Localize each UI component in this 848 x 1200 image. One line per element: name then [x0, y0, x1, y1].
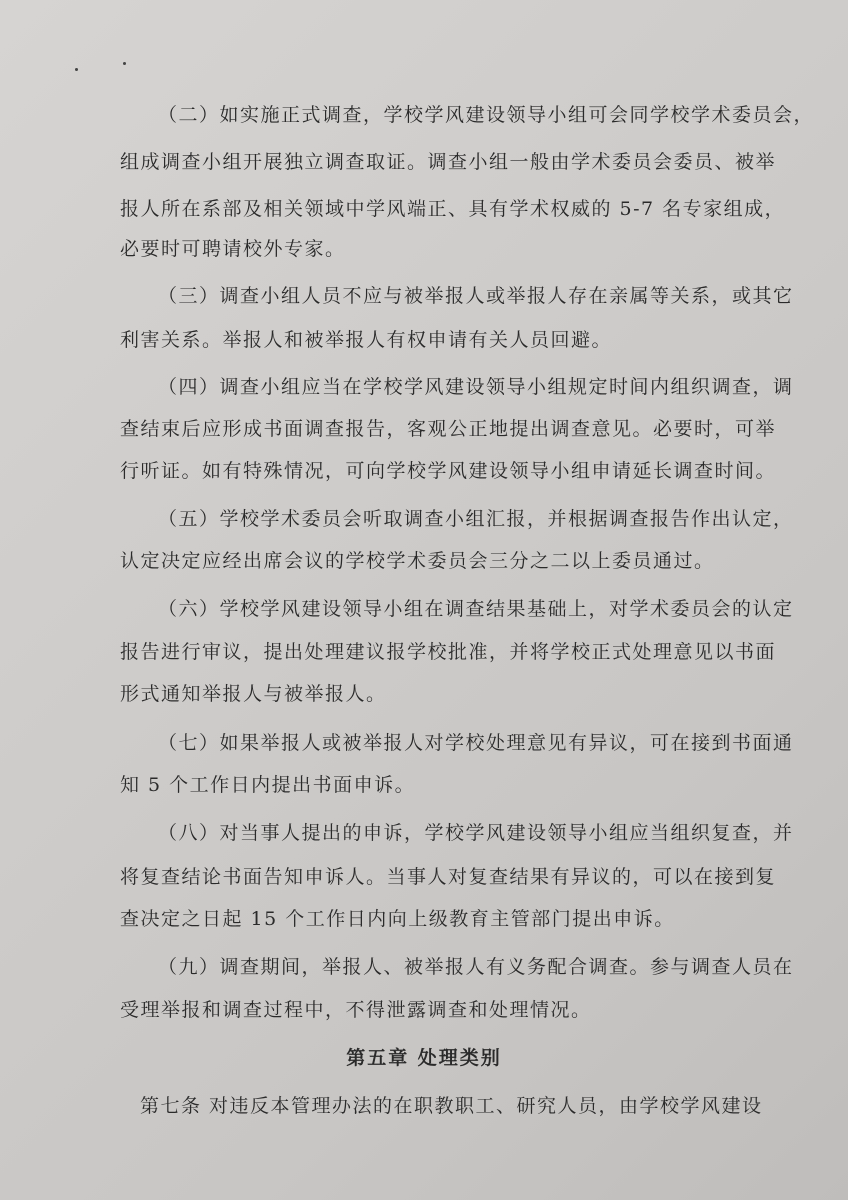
paragraph-9-line-2: 受理举报和调查过程中，不得泄露调查和处理情况。 — [120, 999, 592, 1021]
paragraph-2-line-2: 组成调查小组开展独立调查取证。调查小组一般由学术委员会委员、被举 — [120, 151, 777, 173]
paragraph-7-line-2: 知 5 个工作日内提出书面申诉。 — [120, 774, 416, 796]
paragraph-4-line-1: （四）调查小组应当在学校学风建设领导小组规定时间内组织调查，调 — [158, 376, 794, 398]
paragraph-2-line-4: 必要时可聘请校外专家。 — [120, 238, 346, 260]
paragraph-6-line-2: 报告进行审议，提出处理建议报学校批准，并将学校正式处理意见以书面 — [120, 641, 777, 663]
article-7-line-1: 第七条 对违反本管理办法的在职教职工、研究人员，由学校学风建设 — [140, 1095, 763, 1117]
paragraph-7-line-1: （七）如果举报人或被举报人对学校处理意见有异议，可在接到书面通 — [158, 732, 794, 754]
paragraph-4-line-2: 查结束后应形成书面调查报告，客观公正地提出调查意见。必要时，可举 — [120, 418, 777, 440]
paragraph-8-line-2: 将复查结论书面告知申诉人。当事人对复查结果有异议的，可以在接到复 — [120, 866, 777, 888]
paragraph-6-line-1: （六）学校学风建设领导小组在调查结果基础上，对学术委员会的认定 — [158, 598, 794, 620]
paragraph-2-line-3: 报人所在系部及相关领域中学风端正、具有学术权威的 5-7 名专家组成， — [120, 198, 786, 220]
paragraph-9-line-1: （九）调查期间，举报人、被举报人有义务配合调查。参与调查人员在 — [158, 956, 794, 978]
paragraph-3-line-1: （三）调查小组人员不应与被举报人或举报人存在亲属等关系，或其它 — [158, 285, 794, 307]
paragraph-5-line-1: （五）学校学术委员会听取调查小组汇报，并根据调查报告作出认定， — [158, 508, 794, 530]
chapter-heading: 第五章 处理类别 — [346, 1047, 502, 1069]
paragraph-8-line-1: （八）对当事人提出的申诉，学校学风建设领导小组应当组织复查，并 — [158, 822, 794, 844]
paragraph-8-line-3: 查决定之日起 15 个工作日内向上级教育主管部门提出申诉。 — [120, 908, 675, 930]
paragraph-2-line-1: （二）如实施正式调查，学校学风建设领导小组可会同学校学术委员会， — [158, 104, 815, 126]
paragraph-5-line-2: 认定决定应经出席会议的学校学术委员会三分之二以上委员通过。 — [120, 550, 715, 572]
paragraph-4-line-3: 行听证。如有特殊情况，可向学校学风建设领导小组申请延长调查时间。 — [120, 460, 777, 482]
paragraph-6-line-3: 形式通知举报人与被举报人。 — [120, 683, 387, 705]
paragraph-3-line-2: 利害关系。举报人和被举报人有权申请有关人员回避。 — [120, 329, 613, 351]
